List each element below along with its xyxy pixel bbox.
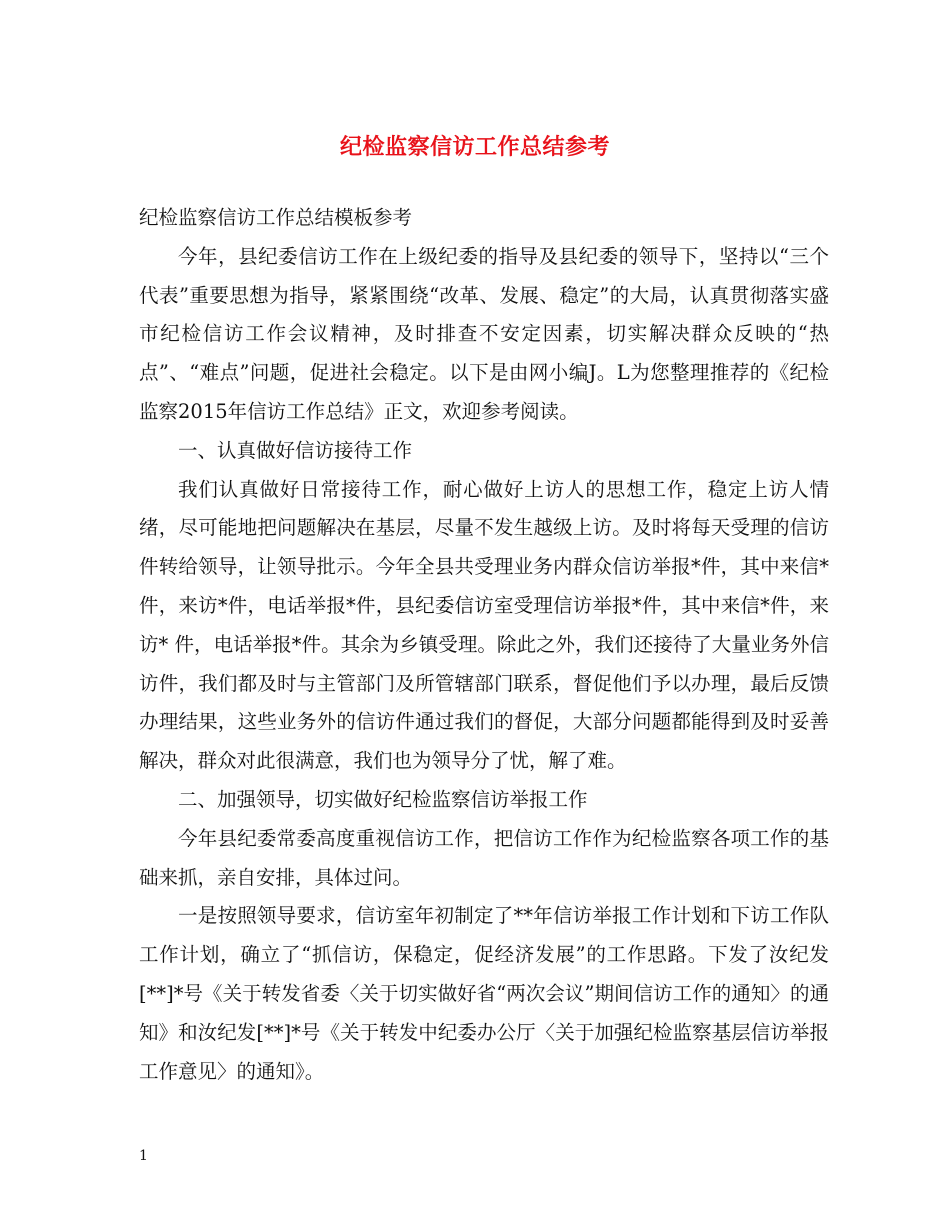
section-2-paragraph: 今年县纪委常委高度重视信访工作，把信访工作作为纪检监察各项工作的基础来抓，亲自安排，具体过问。 <box>139 826 829 889</box>
page-number: 1 <box>139 1148 148 1164</box>
section-heading-2: 二、加强领导，切实做好纪检监察信访举报工作 <box>178 787 588 811</box>
document-subtitle: 纪检监察信访工作总结模板参考 <box>139 206 413 229</box>
section-heading-1: 一、认真做好信访接待工作 <box>178 438 413 462</box>
intro-paragraph: 今年，县纪委信访工作在上级纪委的指导及县纪委的领导下，坚持以“三个代表”重要思想为指导，紧紧围绕“改革、发展、稳定”的大局，认真贯彻落实盛市纪检信访工作会议精神，及时排查不安定因素，切实解决群众反映的“热点”、“难点”问题，促进社会稳定。以下是由网小编J。L为您整理推荐的《纪检监察2015年信访工作总结》正文，欢迎参考阅读。 <box>139 244 829 423</box>
section-2-point-1-paragraph: 一是按照领导要求，信访室年初制定了**年信访举报工作计划和下访工作队工作计划，确立了“抓信访，保稳定，促经济发展”的工作思路。下发了汝纪发[**]*号《关于转发省委〈关于切实做好省“两次会议”期间信访工作的通知〉的通知》和汝纪发[**]*号《关于转发中纪委办公厅〈关于加强纪检监察基层信访举报工作意见〉的通知》。 <box>139 904 829 1083</box>
section-1-paragraph: 我们认真做好日常接待工作，耐心做好上访人的思想工作，稳定上访人情绪，尽可能地把问题解决在基层，尽量不发生越级上访。及时将每天受理的信访件转给领导，让领导批示。今年全县共受理业务内群众信访举报*件，其中来信*件，来访*件，电话举报*件，县纪委信访室受理信访举报*件，其中来信*件，来访* 件，电话举报*件。其余为乡镇受理。除此之外，我们还接待了大量业务外信访件，我们都及时与主管部门及所管辖部门联系，督促他们予以办理，最后反馈办理结果，这些业务外的信访件通过我们的督促，大部分问题都能得到及时妥善解决，群众对此很满意，我们也为领导分了忧，解了难。 <box>139 477 829 773</box>
document-title: 纪检监察信访工作总结参考 <box>339 134 610 160</box>
document-body <box>139 199 829 1091</box>
